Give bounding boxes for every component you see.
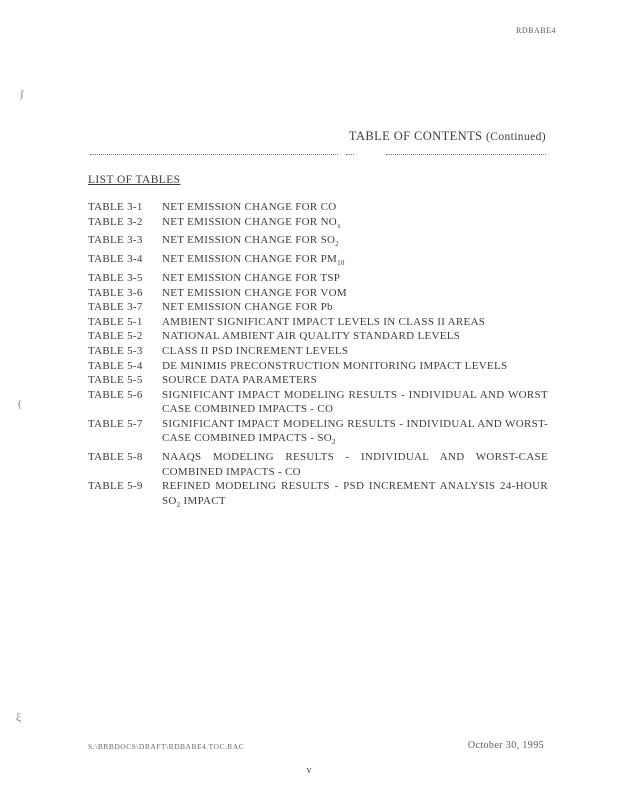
table-number: TABLE 5-4 [88, 359, 143, 372]
table-title-subscript: 2 [176, 501, 181, 510]
table-entry [88, 417, 548, 450]
document-date: October 30, 1995 [467, 740, 544, 751]
table-title [162, 300, 548, 315]
page-number: v [306, 765, 312, 776]
toc-continued: (Continued) [486, 131, 546, 143]
table-title [162, 479, 548, 512]
table-title-subscript: x [337, 221, 341, 230]
table-number: TABLE 3-4 [88, 253, 143, 266]
table-list [88, 200, 548, 513]
table-number: TABLE 5-8 [88, 451, 143, 464]
table-title-subscript: 10 [337, 259, 345, 268]
table-entry [88, 300, 548, 315]
table-title-text: NET EMISSION CHANGE FOR PM [162, 253, 338, 266]
table-number: TABLE 5-2 [88, 330, 143, 343]
table-title-subscript: 2 [331, 438, 336, 447]
table-title [162, 344, 548, 359]
table-number: TABLE 5-1 [88, 315, 143, 328]
table-title [162, 388, 548, 417]
table-number: TABLE 3-3 [88, 234, 143, 247]
list-of-tables-heading: LIST OF TABLES [88, 174, 181, 186]
divider-left [90, 154, 338, 155]
table-number: TABLE 5-3 [88, 344, 143, 357]
table-title-text: NATIONAL AMBIENT AIR QUALITY STANDARD LEVELS [162, 330, 461, 343]
table-title [162, 315, 548, 330]
punch-mark-top: ʃ [20, 88, 24, 100]
toc-title-text: TABLE OF CONTENTS [348, 129, 483, 143]
table-number: TABLE 5-7 [88, 417, 143, 430]
table-title [162, 450, 548, 479]
table-number: TABLE 5-5 [88, 374, 143, 387]
table-number: TABLE 3-2 [88, 215, 143, 228]
table-title-subscript: 2 [335, 240, 340, 249]
table-entry [88, 233, 548, 252]
table-entry [88, 215, 548, 234]
table-entry [88, 286, 548, 301]
punch-mark-middle: ( [18, 398, 22, 410]
table-title-tail: IMPACT [180, 495, 226, 508]
table-title [162, 233, 548, 252]
divider-right [386, 154, 546, 155]
table-title-text: SIGNIFICANT IMPACT MODELING RESULTS - INDIVIDUAL AND WORST-CASE COMBINED IMPACTS - SO [162, 417, 548, 445]
table-title-text: NET EMISSION CHANGE FOR CO [162, 201, 337, 213]
file-path: S:\BRBDOCS\DRAFT\RDBABE4.TOC.RAC [88, 742, 245, 751]
table-title-text: NET EMISSION CHANGE FOR SO [162, 234, 336, 247]
table-title-text: NET EMISSION CHANGE FOR VOM [162, 286, 347, 299]
toc-title [349, 129, 546, 144]
table-title [162, 359, 548, 374]
table-entry [88, 388, 548, 417]
table-title [162, 215, 548, 234]
table-title-text: SIGNIFICANT IMPACT MODELING RESULTS - INDIVIDUAL AND WORST CASE COMBINED IMPACTS - CO [162, 388, 548, 416]
table-entry [88, 200, 548, 215]
table-number: TABLE 5-6 [88, 388, 143, 401]
table-entry [88, 329, 548, 344]
table-number: TABLE 3-6 [88, 286, 143, 299]
table-title-text: REFINED MODELING RESULTS - PSD INCREMENT ANALYSIS 24-HOUR SO [162, 480, 548, 508]
table-entry [88, 344, 548, 359]
table-title [162, 329, 548, 344]
table-number: TABLE 3-7 [88, 301, 143, 314]
table-title [162, 417, 548, 450]
table-entry [88, 252, 548, 271]
table-title-text: NAAQS MODELING RESULTS - INDIVIDUAL AND WORST-CASE COMBINED IMPACTS - CO [162, 451, 548, 478]
table-number: TABLE 5-9 [88, 480, 143, 493]
table-title-text: NET EMISSION CHANGE FOR NO [162, 215, 338, 228]
table-entry [88, 271, 548, 286]
table-entry [88, 315, 548, 330]
table-title [162, 271, 548, 286]
table-entry [88, 359, 548, 374]
table-entry [88, 373, 548, 388]
table-number: TABLE 3-1 [88, 201, 143, 213]
table-title-text: CLASS II PSD INCREMENT LEVELS [162, 344, 349, 357]
table-title [162, 200, 548, 215]
table-title-text: NET EMISSION CHANGE FOR TSP [162, 271, 341, 284]
punch-mark-bottom: ξ [16, 712, 21, 724]
table-title-text: NET EMISSION CHANGE FOR Pb [162, 301, 333, 314]
document-code: RDBABE4 [516, 26, 556, 35]
table-entry [88, 479, 548, 512]
table-title [162, 286, 548, 301]
table-title [162, 373, 548, 388]
table-entry [88, 450, 548, 479]
table-title-text: SOURCE DATA PARAMETERS [162, 374, 318, 387]
table-number: TABLE 3-5 [88, 271, 143, 284]
table-title-text: DE MINIMIS PRECONSTRUCTION MONITORING IMPACT LEVELS [162, 359, 508, 372]
table-title-text: AMBIENT SIGNIFICANT IMPACT LEVELS IN CLASS II AREAS [162, 315, 486, 328]
table-title [162, 252, 548, 271]
divider-mid [346, 154, 354, 155]
